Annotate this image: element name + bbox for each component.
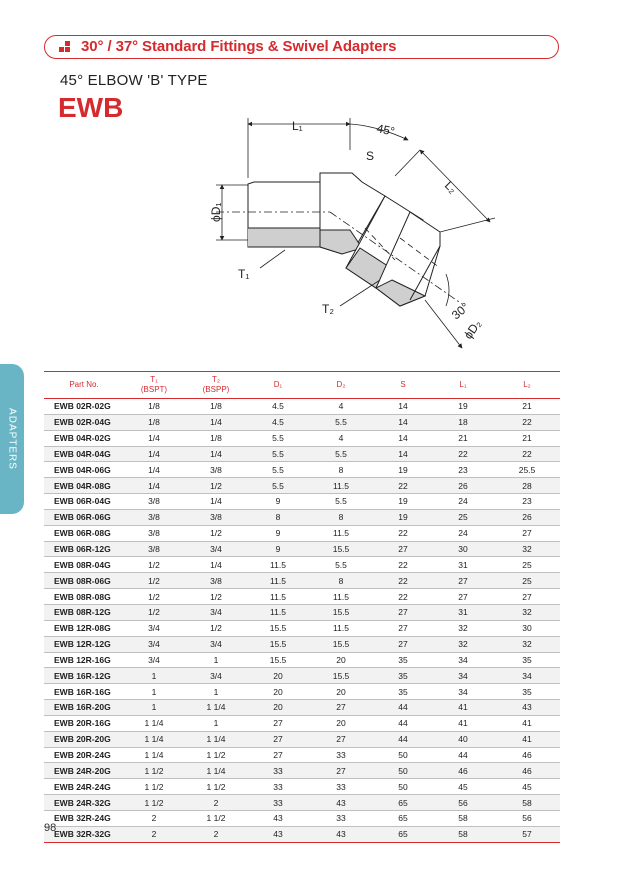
table-cell: 15.5 xyxy=(248,636,308,652)
table-cell: 1/4 xyxy=(184,446,248,462)
table-cell: 1/2 xyxy=(184,478,248,494)
table-row xyxy=(44,668,560,684)
table-row xyxy=(44,557,560,573)
table-cell: 34 xyxy=(432,652,494,668)
table-cell: 46 xyxy=(494,747,560,763)
table-cell: 56 xyxy=(494,810,560,826)
table-cell: 3/4 xyxy=(124,636,184,652)
table-cell: 24 xyxy=(432,494,494,510)
dim-label-l2: L₂ xyxy=(441,178,460,197)
dim-label-t2: T₂ xyxy=(322,302,334,316)
table-cell: 1/2 xyxy=(184,589,248,605)
table-cell: 27 xyxy=(248,715,308,731)
table-cell: 35 xyxy=(374,684,432,700)
table-cell: 18 xyxy=(432,414,494,430)
table-cell: 35 xyxy=(494,684,560,700)
table-cell: 65 xyxy=(374,795,432,811)
table-cell: 22 xyxy=(374,573,432,589)
table-cell: 4 xyxy=(308,430,374,446)
table-cell: 4 xyxy=(308,399,374,415)
table-cell: 4.5 xyxy=(248,399,308,415)
table-cell: 22 xyxy=(374,589,432,605)
part-number-cell: EWB 12R-08G xyxy=(44,620,124,636)
table-cell: 43 xyxy=(248,810,308,826)
table-row xyxy=(44,652,560,668)
dim-label-s: S xyxy=(366,149,375,163)
table-cell: 11.5 xyxy=(248,604,308,620)
part-number-cell: EWB 08R-12G xyxy=(44,604,124,620)
table-row xyxy=(44,700,560,716)
table-cell: 46 xyxy=(432,763,494,779)
table-cell: 5.5 xyxy=(308,494,374,510)
table-cell: 3/4 xyxy=(184,668,248,684)
table-cell: 21 xyxy=(432,430,494,446)
table-cell: 32 xyxy=(432,620,494,636)
table-cell: 57 xyxy=(494,826,560,842)
table-cell: 3/8 xyxy=(184,509,248,525)
section-title: 30° / 37° Standard Fittings & Swivel Adapters xyxy=(81,38,397,55)
table-cell: 24 xyxy=(432,525,494,541)
table-cell: 27 xyxy=(374,620,432,636)
table-cell: 27 xyxy=(308,731,374,747)
table-cell: 5.5 xyxy=(248,430,308,446)
table-cell: 65 xyxy=(374,826,432,842)
table-cell: 22 xyxy=(374,478,432,494)
table-cell: 50 xyxy=(374,747,432,763)
table-header-row xyxy=(44,372,560,399)
table-cell: 27 xyxy=(432,573,494,589)
table-cell: 1 1/4 xyxy=(184,731,248,747)
table-cell: 45 xyxy=(494,779,560,795)
table-cell: 20 xyxy=(308,684,374,700)
side-section-tab xyxy=(0,364,24,514)
table-cell: 27 xyxy=(494,525,560,541)
table-cell: 50 xyxy=(374,763,432,779)
table-cell: 22 xyxy=(374,525,432,541)
table-cell: 19 xyxy=(374,494,432,510)
table-cell: 19 xyxy=(374,462,432,478)
table-row xyxy=(44,525,560,541)
table-cell: 3/4 xyxy=(184,604,248,620)
table-cell: 27 xyxy=(248,747,308,763)
table-cell: 50 xyxy=(374,779,432,795)
table-cell: 27 xyxy=(374,604,432,620)
table-cell: 23 xyxy=(432,462,494,478)
table-cell: 22 xyxy=(494,446,560,462)
table-cell: 44 xyxy=(374,731,432,747)
table-cell: 15.5 xyxy=(308,668,374,684)
table-cell: 43 xyxy=(308,826,374,842)
table-cell: 1/8 xyxy=(124,399,184,415)
table-cell: 1 1/2 xyxy=(184,810,248,826)
table-cell: 5.5 xyxy=(248,446,308,462)
table-cell: 3/8 xyxy=(124,494,184,510)
table-row xyxy=(44,478,560,494)
table-cell: 31 xyxy=(432,557,494,573)
part-number-cell: EWB 06R-04G xyxy=(44,494,124,510)
table-cell: 1 1/4 xyxy=(124,715,184,731)
part-number-cell: EWB 20R-16G xyxy=(44,715,124,731)
table-cell: 1 xyxy=(184,715,248,731)
table-cell: 3/4 xyxy=(184,541,248,557)
table-cell: 11.5 xyxy=(308,620,374,636)
table-cell: 1 xyxy=(184,684,248,700)
table-cell: 1 1/2 xyxy=(124,779,184,795)
table-cell: 3/8 xyxy=(124,525,184,541)
table-cell: 11.5 xyxy=(248,557,308,573)
table-row xyxy=(44,763,560,779)
table-row xyxy=(44,541,560,557)
table-cell: 1/2 xyxy=(184,525,248,541)
table-cell: 3/8 xyxy=(184,573,248,589)
table-cell: 25 xyxy=(432,509,494,525)
table-cell: 1/2 xyxy=(124,573,184,589)
table-cell: 9 xyxy=(248,541,308,557)
table-cell: 19 xyxy=(374,509,432,525)
table-cell: 41 xyxy=(494,715,560,731)
table-cell: 20 xyxy=(248,700,308,716)
table-cell: 43 xyxy=(308,795,374,811)
table-row xyxy=(44,826,560,842)
part-number-cell: EWB 04R-06G xyxy=(44,462,124,478)
table-cell: 25.5 xyxy=(494,462,560,478)
table-row xyxy=(44,509,560,525)
table-cell: 33 xyxy=(308,810,374,826)
table-cell: 8 xyxy=(308,462,374,478)
part-number-cell: EWB 16R-16G xyxy=(44,684,124,700)
part-number-cell: EWB 02R-04G xyxy=(44,414,124,430)
table-cell: 58 xyxy=(432,810,494,826)
table-cell: 8 xyxy=(248,509,308,525)
table-cell: 33 xyxy=(308,779,374,795)
column-header: T₂ (BSPP) xyxy=(184,372,248,399)
table-cell: 58 xyxy=(432,826,494,842)
table-cell: 58 xyxy=(494,795,560,811)
table-cell: 15.5 xyxy=(308,636,374,652)
table-cell: 20 xyxy=(308,652,374,668)
table-cell: 3/4 xyxy=(124,652,184,668)
side-tab-label: ADAPTERS xyxy=(6,408,18,470)
column-header: S xyxy=(374,372,432,399)
table-cell: 1/4 xyxy=(124,478,184,494)
table-cell: 25 xyxy=(494,573,560,589)
table-cell: 32 xyxy=(494,541,560,557)
table-cell: 26 xyxy=(432,478,494,494)
table-cell: 1/8 xyxy=(124,414,184,430)
part-number-cell: EWB 20R-24G xyxy=(44,747,124,763)
table-cell: 14 xyxy=(374,414,432,430)
dim-label-d1: ϕD₁ xyxy=(209,202,223,222)
table-cell: 11.5 xyxy=(308,525,374,541)
table-cell: 1 xyxy=(124,684,184,700)
table-cell: 1 1/2 xyxy=(124,795,184,811)
part-number-cell: EWB 06R-12G xyxy=(44,541,124,557)
table-cell: 5.5 xyxy=(308,446,374,462)
table-cell: 23 xyxy=(494,494,560,510)
part-number-cell: EWB 24R-20G xyxy=(44,763,124,779)
table-row xyxy=(44,715,560,731)
table-row xyxy=(44,684,560,700)
table-cell: 22 xyxy=(432,446,494,462)
product-subtitle: 45° ELBOW 'B' TYPE xyxy=(60,72,208,89)
part-number-cell: EWB 12R-16G xyxy=(44,652,124,668)
table-cell: 3/8 xyxy=(124,541,184,557)
brand-squares-icon xyxy=(59,41,73,53)
table-row xyxy=(44,462,560,478)
table-cell: 3/8 xyxy=(184,462,248,478)
table-cell: 5.5 xyxy=(308,557,374,573)
table-cell: 56 xyxy=(432,795,494,811)
table-cell: 1 1/4 xyxy=(184,763,248,779)
part-number-cell: EWB 32R-32G xyxy=(44,826,124,842)
table-cell: 1/8 xyxy=(184,430,248,446)
table-cell: 27 xyxy=(248,731,308,747)
table-cell: 34 xyxy=(432,668,494,684)
part-number-cell: EWB 12R-12G xyxy=(44,636,124,652)
column-header: D₁ xyxy=(248,372,308,399)
table-cell: 35 xyxy=(374,668,432,684)
table-cell: 2 xyxy=(184,826,248,842)
table-cell: 32 xyxy=(494,636,560,652)
dim-label-angle-30: 30° xyxy=(448,299,472,323)
table-row xyxy=(44,620,560,636)
table-cell: 20 xyxy=(248,668,308,684)
table-row xyxy=(44,414,560,430)
table-cell: 2 xyxy=(124,826,184,842)
table-cell: 25 xyxy=(494,557,560,573)
part-number-cell: EWB 04R-04G xyxy=(44,446,124,462)
table-cell: 19 xyxy=(432,399,494,415)
part-number-cell: EWB 02R-02G xyxy=(44,399,124,415)
table-cell: 1/4 xyxy=(124,462,184,478)
column-header: L₁ xyxy=(432,372,494,399)
table-cell: 1/8 xyxy=(184,399,248,415)
column-header: L₂ xyxy=(494,372,560,399)
table-cell: 15.5 xyxy=(248,620,308,636)
table-cell: 9 xyxy=(248,525,308,541)
table-cell: 11.5 xyxy=(308,478,374,494)
table-cell: 1 1/4 xyxy=(124,731,184,747)
table-row xyxy=(44,494,560,510)
table-cell: 35 xyxy=(494,652,560,668)
part-number-cell: EWB 16R-20G xyxy=(44,700,124,716)
table-cell: 33 xyxy=(248,779,308,795)
table-cell: 33 xyxy=(308,747,374,763)
table-row xyxy=(44,399,560,415)
table-row xyxy=(44,747,560,763)
table-cell: 43 xyxy=(494,700,560,716)
table-row xyxy=(44,589,560,605)
table-row xyxy=(44,430,560,446)
table-cell: 1/2 xyxy=(124,557,184,573)
table-cell: 14 xyxy=(374,430,432,446)
table-cell: 3/4 xyxy=(184,636,248,652)
table-cell: 33 xyxy=(248,763,308,779)
column-header: Part No. xyxy=(44,372,124,399)
table-cell: 1/4 xyxy=(184,414,248,430)
page-number: 98 xyxy=(44,822,57,834)
part-number-cell: EWB 32R-24G xyxy=(44,810,124,826)
table-cell: 1 1/4 xyxy=(124,747,184,763)
table-cell: 2 xyxy=(124,810,184,826)
table-cell: 9 xyxy=(248,494,308,510)
part-number-cell: EWB 08R-06G xyxy=(44,573,124,589)
table-row xyxy=(44,795,560,811)
table-cell: 41 xyxy=(432,700,494,716)
table-cell: 44 xyxy=(374,700,432,716)
table-cell: 22 xyxy=(374,557,432,573)
table-cell: 5.5 xyxy=(248,462,308,478)
table-cell: 1/2 xyxy=(124,589,184,605)
table-cell: 26 xyxy=(494,509,560,525)
table-row xyxy=(44,731,560,747)
table-row xyxy=(44,573,560,589)
part-number-cell: EWB 08R-04G xyxy=(44,557,124,573)
table-row xyxy=(44,604,560,620)
table-cell: 3/4 xyxy=(124,620,184,636)
table-cell: 34 xyxy=(432,684,494,700)
table-cell: 34 xyxy=(494,668,560,684)
dim-label-l1: L₁ xyxy=(292,119,303,133)
table-row xyxy=(44,810,560,826)
table-cell: 20 xyxy=(308,715,374,731)
table-cell: 30 xyxy=(432,541,494,557)
table-cell: 1 1/2 xyxy=(184,747,248,763)
dim-label-angle-45: 45° xyxy=(375,121,397,139)
table-cell: 65 xyxy=(374,810,432,826)
table-cell: 27 xyxy=(494,589,560,605)
dim-label-t1: T₁ xyxy=(238,267,250,281)
column-header: T₁ (BSPT) xyxy=(124,372,184,399)
table-cell: 44 xyxy=(432,747,494,763)
table-cell: 40 xyxy=(432,731,494,747)
table-cell: 15.5 xyxy=(308,604,374,620)
table-cell: 11.5 xyxy=(308,589,374,605)
part-number-cell: EWB 04R-08G xyxy=(44,478,124,494)
table-cell: 11.5 xyxy=(248,573,308,589)
table-cell: 41 xyxy=(432,715,494,731)
table-cell: 14 xyxy=(374,399,432,415)
table-row xyxy=(44,779,560,795)
table-cell: 20 xyxy=(248,684,308,700)
table-cell: 1 1/2 xyxy=(184,779,248,795)
table-cell: 28 xyxy=(494,478,560,494)
table-cell: 21 xyxy=(494,399,560,415)
table-cell: 1/4 xyxy=(184,494,248,510)
table-cell: 31 xyxy=(432,604,494,620)
table-cell: 43 xyxy=(248,826,308,842)
part-number-cell: EWB 16R-12G xyxy=(44,668,124,684)
table-cell: 22 xyxy=(494,414,560,430)
table-cell: 33 xyxy=(248,795,308,811)
table-cell: 11.5 xyxy=(248,589,308,605)
table-cell: 8 xyxy=(308,573,374,589)
table-cell: 41 xyxy=(494,731,560,747)
table-cell: 3/8 xyxy=(124,509,184,525)
table-cell: 27 xyxy=(374,636,432,652)
table-cell: 32 xyxy=(432,636,494,652)
table-cell: 1/4 xyxy=(124,430,184,446)
table-cell: 1/4 xyxy=(184,557,248,573)
fitting-technical-drawing xyxy=(200,110,500,355)
table-cell: 8 xyxy=(308,509,374,525)
part-number-cell: EWB 04R-02G xyxy=(44,430,124,446)
table-cell: 15.5 xyxy=(248,652,308,668)
table-row xyxy=(44,636,560,652)
table-cell: 27 xyxy=(374,541,432,557)
part-number-cell: EWB 06R-06G xyxy=(44,509,124,525)
table-cell: 1 xyxy=(124,700,184,716)
table-cell: 5.5 xyxy=(308,414,374,430)
table-cell: 1 xyxy=(124,668,184,684)
part-number-cell: EWB 08R-08G xyxy=(44,589,124,605)
table-cell: 15.5 xyxy=(308,541,374,557)
table-cell: 4.5 xyxy=(248,414,308,430)
table-cell: 27 xyxy=(308,763,374,779)
table-cell: 32 xyxy=(494,604,560,620)
table-cell: 1 1/4 xyxy=(184,700,248,716)
dim-label-d2: ϕD₂ xyxy=(460,317,484,342)
table-cell: 1 1/2 xyxy=(124,763,184,779)
table-cell: 1/2 xyxy=(184,620,248,636)
table-row xyxy=(44,446,560,462)
table-cell: 21 xyxy=(494,430,560,446)
section-header xyxy=(44,35,559,59)
table-cell: 27 xyxy=(308,700,374,716)
part-number-cell: EWB 20R-20G xyxy=(44,731,124,747)
table-cell: 14 xyxy=(374,446,432,462)
table-cell: 35 xyxy=(374,652,432,668)
table-cell: 5.5 xyxy=(248,478,308,494)
part-number-cell: EWB 24R-24G xyxy=(44,779,124,795)
table-cell: 46 xyxy=(494,763,560,779)
table-cell: 1/4 xyxy=(124,446,184,462)
product-code: EWB xyxy=(58,92,124,123)
part-number-cell: EWB 24R-32G xyxy=(44,795,124,811)
table-cell: 44 xyxy=(374,715,432,731)
dimensions-table xyxy=(44,371,560,843)
column-header: D₂ xyxy=(308,372,374,399)
part-number-cell: EWB 06R-08G xyxy=(44,525,124,541)
table-cell: 30 xyxy=(494,620,560,636)
table-cell: 2 xyxy=(184,795,248,811)
table-cell: 27 xyxy=(432,589,494,605)
table-cell: 1/2 xyxy=(124,604,184,620)
table-cell: 1 xyxy=(184,652,248,668)
table-cell: 45 xyxy=(432,779,494,795)
